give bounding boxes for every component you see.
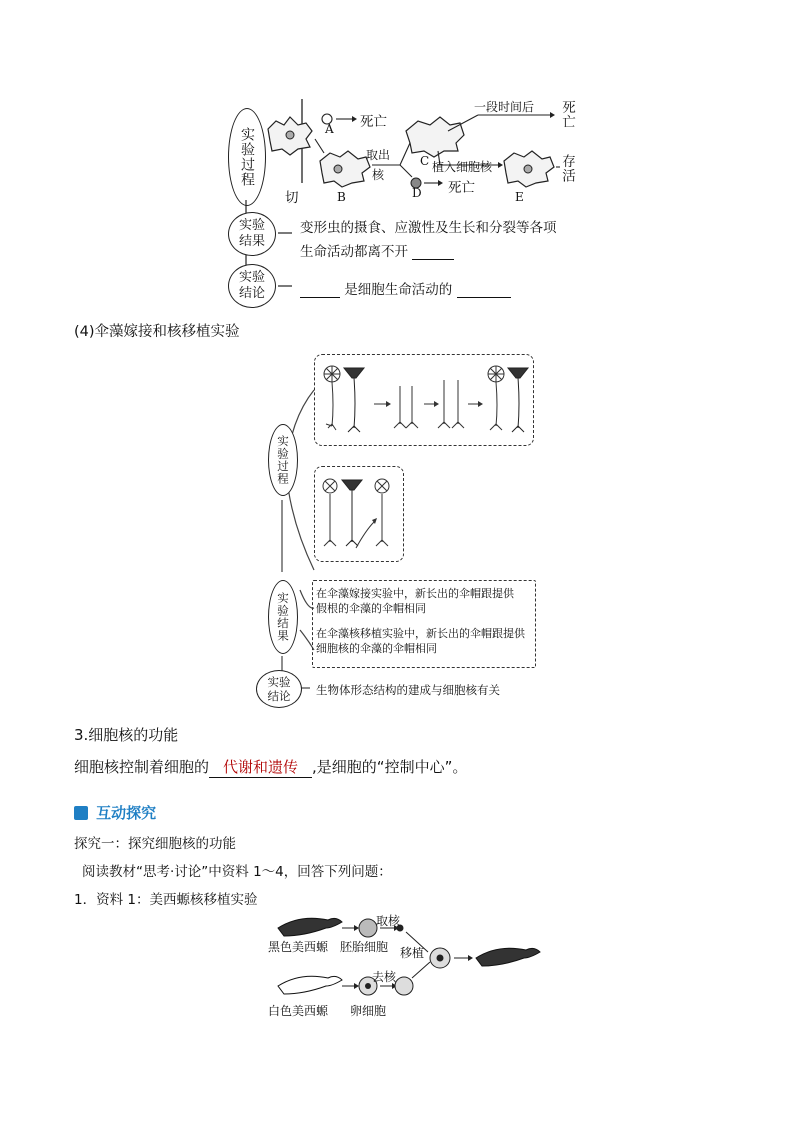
embryo-cell bbox=[359, 919, 377, 937]
result-line-2: 生命活动都离不开 bbox=[300, 244, 408, 260]
implant: 植入细胞核 bbox=[432, 160, 493, 174]
result-2-line2: 细胞核的伞藻的伞帽相同 bbox=[316, 642, 437, 655]
label-transplant: 移植 bbox=[400, 946, 425, 960]
label-black: 黑色美西螈 bbox=[268, 940, 329, 954]
explore-title: 互动探究 bbox=[96, 804, 157, 822]
acet-conclusion: 生物体形态结构的建成与细胞核有关 bbox=[316, 683, 500, 697]
result-axolotl bbox=[476, 948, 540, 966]
amoeba-diagram bbox=[260, 95, 590, 205]
explore-sub: 探究一：探究细胞核的功能 bbox=[74, 836, 236, 852]
label-a: A bbox=[325, 122, 334, 136]
death-a: 死亡 bbox=[360, 114, 387, 130]
acet-process-oval: 实验过程 bbox=[268, 424, 298, 496]
label-remove-nucleus: 去核 bbox=[372, 970, 397, 984]
conclusion-text: 是细胞生命活动的 bbox=[344, 282, 453, 298]
black-axolotl bbox=[278, 918, 342, 936]
graft-diagram bbox=[316, 356, 536, 444]
explore-intro: 阅读教材“思考·讨论”中资料 1～4，回答下列问题： bbox=[82, 864, 392, 880]
function-answer[interactable]: 代谢和遗传 bbox=[209, 756, 312, 778]
label-white: 白色美西螈 bbox=[268, 1004, 329, 1018]
explore-icon bbox=[74, 806, 88, 820]
function-heading: 3.细胞核的功能 bbox=[74, 726, 179, 744]
survive: 存活 bbox=[559, 154, 575, 183]
result-2-line1: 在伞藻核移植实验中，新长出的伞帽跟提供 bbox=[316, 627, 525, 640]
white-axolotl bbox=[278, 976, 342, 994]
take-out: 取出 bbox=[366, 148, 391, 162]
label-egg: 卵细胞 bbox=[350, 1004, 387, 1018]
acetabularia-heading: (4)伞藻嫁接和核移植实验 bbox=[74, 324, 240, 340]
explore-item1: 1．资料 1：美西螈核移植实验 bbox=[74, 892, 258, 908]
amoeba-b bbox=[320, 151, 370, 187]
death-d: 死亡 bbox=[448, 180, 475, 196]
after-time: 一段时间后 bbox=[474, 100, 535, 114]
dead-right: 死亡 bbox=[559, 100, 575, 129]
result-line-1: 变形虫的摄食、应激性及生长和分裂等各项 bbox=[300, 220, 557, 236]
result-1-line1: 在伞藻嫁接实验中，新长出的伞帽跟提供 bbox=[316, 587, 514, 600]
conclusion-blank-1[interactable] bbox=[300, 283, 340, 298]
amoeba-c bbox=[406, 117, 464, 157]
result-oval: 实验结果 bbox=[228, 212, 276, 256]
explore-title-row bbox=[74, 802, 156, 823]
conclusion-blank-2[interactable] bbox=[457, 283, 511, 298]
process-oval: 实验过程 bbox=[228, 108, 266, 206]
acet-result-oval: 实验结果 bbox=[268, 580, 298, 654]
label-e: E bbox=[515, 190, 524, 204]
label-b: B bbox=[337, 190, 346, 204]
nucleus-word: 核 bbox=[372, 168, 385, 182]
result-blank[interactable] bbox=[412, 245, 454, 260]
label-take-nucleus: 取核 bbox=[376, 914, 401, 928]
conclusion-oval: 实验结论 bbox=[228, 264, 276, 308]
result-1-line2: 假根的伞藻的伞帽相同 bbox=[316, 602, 426, 615]
acet-conclusion-oval: 实验结论 bbox=[256, 670, 302, 708]
function-sentence: 细胞核控制着细胞的 代谢和遗传 ,是细胞的“控制中心”。 bbox=[74, 758, 468, 776]
label-embryo: 胚胎细胞 bbox=[340, 940, 389, 954]
cut-label: 切 bbox=[285, 190, 299, 206]
transplant-diagram bbox=[316, 468, 404, 560]
label-d: D bbox=[412, 186, 422, 200]
label-c: C bbox=[420, 154, 430, 168]
